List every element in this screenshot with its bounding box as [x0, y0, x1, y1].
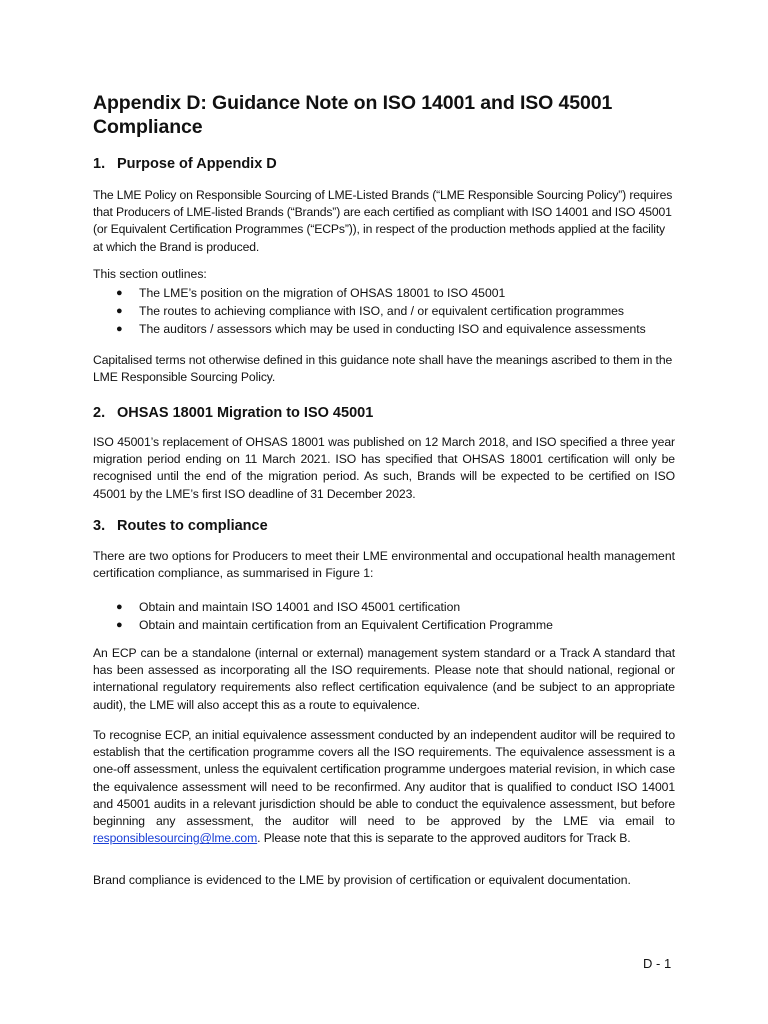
brand-compliance-paragraph: Brand compliance is evidenced to the LME by provision of certification or equivalent documentation.: [93, 873, 631, 887]
list-item: ● Obtain and maintain ISO 14001 and ISO 45001 certification: [93, 598, 675, 616]
section-title: Routes to compliance: [117, 518, 268, 534]
purpose-paragraph: The LME Policy on Responsible Sourcing of LME-Listed Brands (“LME Responsible Sourcing Policy”) requires that Producers of LME-listed Brands (“Brands”) are each certified as compliant with ISO 14001 and ISO 45001 (or Equivalent Certification Programmes (“ECPs”)), in respect of the production methods applied at the facility at which the Brand is produced.: [93, 188, 673, 254]
bullet-icon: ●: [116, 305, 123, 318]
migration-paragraph: ISO 45001’s replacement of OHSAS 18001 was published on 12 March 2018, and ISO specified a three year migration period ending on 11 March 2021. ISO has specified that OHSAS 18001 certification will only be recognised until the end of the migration period. As such, Brands will be expected to be certified on ISO 45001 by the LME’s first ISO deadline of 31 December 2023.: [93, 435, 675, 501]
section-title: OHSAS 18001 Migration to ISO 45001: [117, 405, 374, 421]
list-item: ● The LME’s position on the migration of OHSAS 18001 to ISO 45001: [93, 284, 675, 302]
bullet-icon: ●: [116, 601, 123, 613]
ecp-paragraph: An ECP can be a standalone (internal or external) management system standard or a Track A standard that has been assessed as incorporating all the ISO requirements. Please note that should national, regional or international regulatory requirements also reflect certification equivalence (and be subject to an appropriate audit), the LME will also accept this as a route to equivalence.: [93, 646, 675, 712]
section-number: 1.: [93, 156, 106, 172]
section-3-heading: [93, 517, 268, 535]
bullet-icon: ●: [116, 287, 123, 299]
section-title: Purpose of Appendix D: [117, 156, 277, 172]
routes-bullet-list: [93, 598, 675, 634]
routes-intro-paragraph: There are two options for Producers to meet their LME environmental and occupational health management certification compliance, as summarised in Figure 1:: [93, 549, 675, 581]
email-link[interactable]: responsiblesourcing@lme.com: [93, 831, 258, 846]
list-item: ● The routes to achieving compliance with ISO, and / or equivalent certification programmes: [93, 302, 675, 320]
bullet-icon: ●: [116, 323, 123, 336]
section-2-heading: [93, 404, 373, 422]
outline-intro: This section outlines:: [93, 267, 207, 281]
page-title: Appendix D: Guidance Note on ISO 14001 and ISO 45001 Compliance: [93, 92, 613, 138]
list-item: ● The auditors / assessors which may be used in conducting ISO and equivalence assessments: [93, 320, 675, 338]
section-number: 3.: [93, 518, 106, 534]
section-number: 2.: [93, 405, 106, 421]
list-item: ● Obtain and maintain certification from an Equivalent Certification Programme: [93, 616, 675, 634]
capitalised-terms-paragraph: Capitalised terms not otherwise defined in this guidance note shall have the meanings ascribed to them in the LME Responsible Sourcing Policy.: [93, 353, 673, 385]
recognise-ecp-paragraph: To recognise ECP, an initial equivalence assessment conducted by an independent auditor will be required to establish that the certification programme covers all the ISO requirements. The equivalence assessment is a one-off assessment, unless the equivalent certification programme undergoes material revision, in which case the equivalence assessment will need to be reconfirmed. Any auditor that is qualified to conduct ISO 14001 and 45001 audits in a relevant jurisdiction should be able to conduct the equivalence assessment, but before beginning any assessment, the auditor will need to be approved by the LME via email to responsiblesourcing@lme.com. Please note that this is separate to the approved auditors for Track B.: [93, 728, 675, 846]
section-1-heading: [93, 155, 277, 173]
page-number: D - 1: [643, 956, 672, 971]
bullet-icon: ●: [116, 619, 123, 632]
outline-bullet-list: [93, 284, 675, 339]
